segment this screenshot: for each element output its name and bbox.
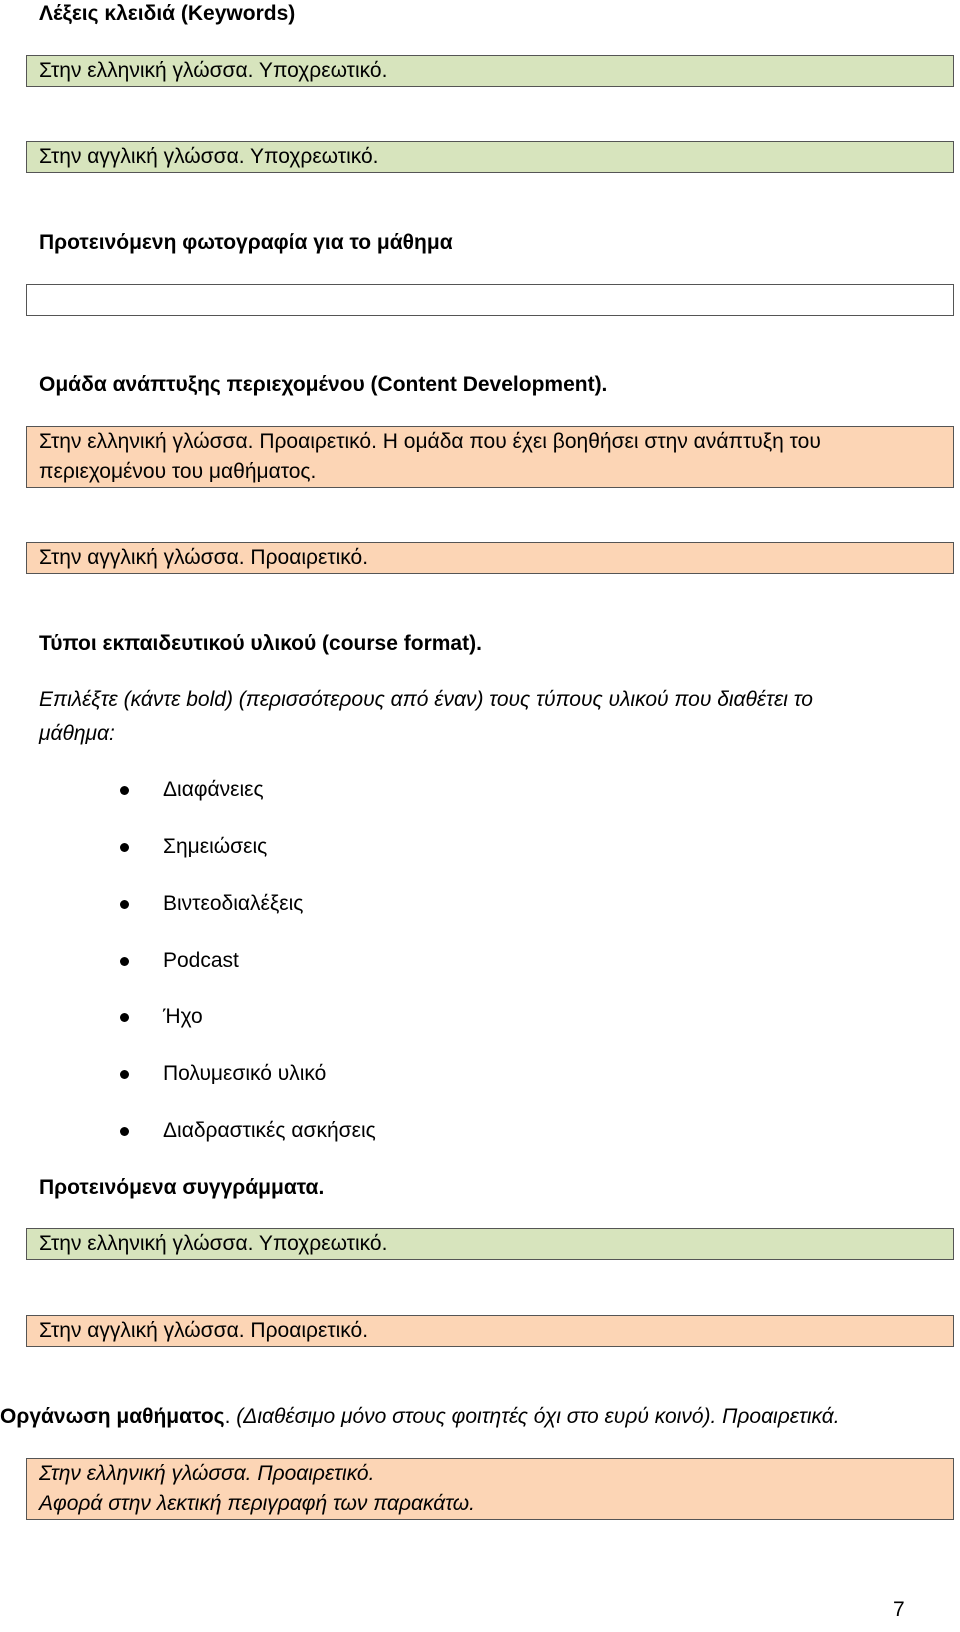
course-format-instruction-line1: Επιλέξτε (κάντε bold) (περισσότερους από έναν) τους τύπους υλικού που διαθέτει το: [39, 688, 813, 711]
organization-field[interactable]: [26, 1458, 954, 1520]
content-dev-heading: Ομάδα ανάπτυξης περιεχομένου (Content Development).: [39, 373, 608, 396]
content-dev-greek-line1: Στην ελληνική γλώσσα. Προαιρετικό. Η ομάδα που έχει βοηθήσει στην ανάπτυξη του: [39, 430, 821, 453]
textbooks-greek-field[interactable]: [26, 1228, 954, 1260]
organization-line2: Αφορά στην λεκτική περιγραφή των παρακάτω.: [39, 1492, 475, 1515]
keywords-greek-field[interactable]: [26, 55, 954, 87]
list-item-label: Πολυμεσικό υλικό: [163, 1062, 327, 1085]
list-item-label: Podcast: [163, 949, 239, 972]
content-dev-greek-field[interactable]: [26, 426, 954, 488]
keywords-greek-label: Στην ελληνική γλώσσα. Υποχρεωτικό.: [39, 59, 388, 82]
bullet-icon: [120, 1070, 129, 1079]
content-dev-english-label: Στην αγγλική γλώσσα. Προαιρετικό.: [39, 546, 369, 569]
organization-heading: [0, 1403, 840, 1431]
bullet-icon: [120, 1013, 129, 1022]
organization-line1: Στην ελληνική γλώσσα. Προαιρετικό.: [39, 1462, 375, 1485]
organization-heading-sep: .: [224, 1405, 237, 1428]
textbooks-heading: Προτεινόμενα συγγράμματα.: [39, 1176, 325, 1199]
bullet-icon: [120, 957, 129, 966]
photo-heading: Προτεινόμενη φωτογραφία για το μάθημα: [39, 231, 453, 254]
textbooks-greek-label: Στην ελληνική γλώσσα. Υποχρεωτικό.: [39, 1232, 388, 1255]
list-item-label: Ήχο: [163, 1005, 203, 1028]
bullet-icon: [120, 1127, 129, 1136]
page-number: 7: [893, 1598, 905, 1621]
list-item-label: Βιντεοδιαλέξεις: [163, 892, 304, 915]
textbooks-english-field[interactable]: [26, 1315, 954, 1347]
bullet-icon: [120, 843, 129, 852]
keywords-heading: Λέξεις κλειδιά (Keywords): [39, 2, 296, 25]
organization-heading-title: Οργάνωση μαθήματος: [0, 1405, 225, 1428]
photo-field[interactable]: [26, 284, 954, 316]
organization-heading-note: (Διαθέσιμο μόνο στους φοιτητές όχι στο ευρύ κοινό). Προαιρετικά.: [236, 1405, 840, 1428]
course-format-instruction-line2: μάθημα:: [39, 722, 115, 745]
list-item-label: Διαφάνειες: [163, 778, 264, 801]
list-item-label: Σημειώσεις: [163, 835, 268, 858]
bullet-icon: [120, 900, 129, 909]
course-format-heading: Τύποι εκπαιδευτικού υλικού (course format).: [39, 632, 482, 655]
content-dev-english-field[interactable]: [26, 542, 954, 574]
keywords-english-label: Στην αγγλική γλώσσα. Υποχρεωτικό.: [39, 145, 379, 168]
textbooks-english-label: Στην αγγλική γλώσσα. Προαιρετικό.: [39, 1319, 369, 1342]
keywords-english-field[interactable]: [26, 141, 954, 173]
content-dev-greek-line2: περιεχομένου του μαθήματος.: [39, 460, 317, 483]
list-item-label: Διαδραστικές ασκήσεις: [163, 1119, 376, 1142]
bullet-icon: [120, 786, 129, 795]
